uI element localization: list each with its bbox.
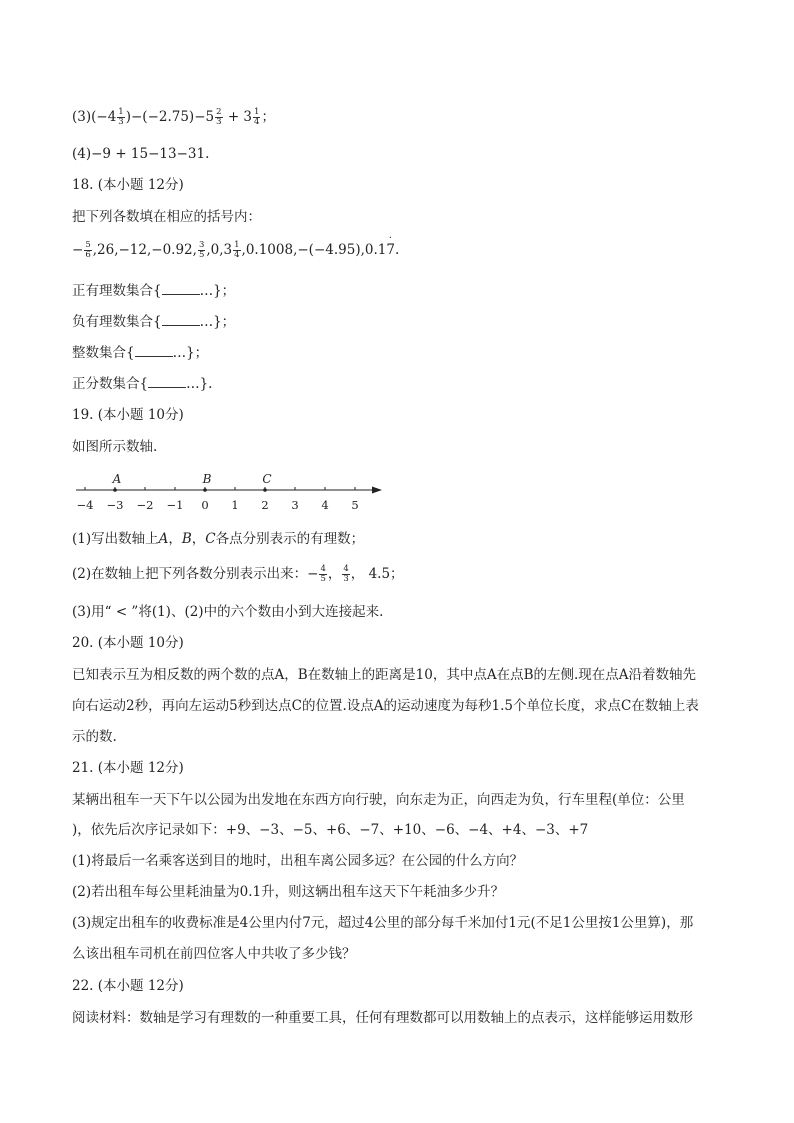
fraction	[342, 565, 349, 584]
answer-blank[interactable]	[162, 313, 200, 326]
set-close: …}.	[186, 376, 213, 392]
q21-line-4: (2)若出租车每公里耗油量为0.1升，则这辆出租车这天下午耗油多少升？	[72, 884, 505, 900]
denominator: 3	[343, 574, 349, 584]
point-label-c: C	[262, 472, 272, 486]
denominator: 5	[198, 250, 205, 260]
denominator: 3	[118, 117, 124, 127]
point-b	[203, 488, 207, 492]
tick-label: 4	[321, 498, 329, 512]
q19-prompt: 如图所示数轴.	[72, 439, 158, 455]
q17-item3	[72, 108, 275, 127]
var-b: B	[181, 531, 192, 547]
numerator: 1	[234, 240, 240, 250]
tick-label: 1	[231, 498, 239, 512]
tick-label: 2	[261, 498, 269, 512]
numerator: 1	[118, 107, 124, 117]
tick-label: −1	[166, 498, 184, 512]
expr-part: )−(−2.75)−5	[125, 109, 215, 125]
q19-title: 19. (本小题 10分)	[72, 407, 184, 423]
item-label: (3)	[72, 109, 92, 125]
fraction	[253, 108, 260, 127]
set-label: 正有理数集合{	[72, 283, 162, 299]
denominator: 5	[320, 574, 326, 584]
tick-label: −4	[76, 498, 94, 512]
q20-line-1: 已知表示互为相反数的两个数的点A，B在数轴上的距离是10，其中点A在点B的左侧.现在点A沿着数轴先	[72, 667, 697, 683]
numerator: 2	[216, 107, 222, 117]
fraction	[84, 241, 91, 260]
fraction	[215, 108, 222, 127]
q21-line-5: (3)规定出租车的收费标准是4公里内付7元，超过4公里的部分每千米加付1元(不足1公里按1公里算)，那	[72, 915, 694, 931]
tick-label: 3	[291, 498, 299, 512]
q18-title: 18. (本小题 12分)	[72, 177, 184, 193]
text-part: ， 4.5；	[350, 566, 404, 582]
denominator: 4	[234, 250, 240, 260]
fraction	[117, 108, 124, 127]
repeating-digit: 7 ˙	[386, 242, 395, 258]
text-part: ，	[327, 566, 342, 582]
q19-sub3: (3)用“ < ”将(1)、(2)中的六个数由小到大连接起来.	[72, 604, 384, 620]
q20-line-3: 示的数.	[72, 729, 117, 745]
expr-part: .	[394, 242, 400, 258]
text-part: ，	[191, 531, 206, 547]
numerator: 4	[320, 564, 326, 574]
set-negative-rational	[72, 313, 235, 331]
text-part: (1)写出数轴上	[72, 531, 159, 547]
set-close: …}；	[172, 345, 209, 361]
set-integers	[72, 344, 208, 362]
text-part: ，	[168, 531, 182, 547]
arrow-head-icon	[372, 487, 382, 494]
point-c	[263, 488, 267, 492]
q17-item4: (4)−9 + 15−13−31.	[72, 146, 210, 162]
set-label: 整数集合{	[72, 345, 135, 361]
q20-line-2: 向右运动2秒，再向左运动5秒到达点C的位置.设点A的运动速度为每秒1.5个单位长度，求点C在数轴上表	[72, 698, 699, 714]
q21-line-6: 么该出租车司机在前四位客人中共收了多少钱？	[72, 946, 356, 962]
numerator: 4	[343, 564, 349, 574]
set-close: …}；	[199, 283, 236, 299]
point-a	[113, 488, 117, 492]
tick-label: 0	[201, 498, 209, 512]
numerator: 3	[198, 240, 205, 250]
text-part: (2)在数轴上把下列各数分别表示出来：−	[72, 566, 319, 582]
var-c: C	[205, 531, 216, 547]
q21-title: 21. (本小题 12分)	[72, 760, 184, 776]
number-line-ticks	[77, 487, 359, 512]
point-label-a: A	[112, 472, 122, 486]
q18-prompt: 把下列各数填在相应的括号内：	[72, 209, 261, 225]
answer-blank[interactable]	[148, 375, 186, 388]
expr-part: ,0.1008,−(−4.95),0.1	[241, 242, 387, 258]
denominator: 6	[85, 250, 91, 260]
expr-part: (−4	[91, 109, 117, 125]
q19-sub1	[72, 530, 364, 548]
tick-label: −3	[106, 498, 124, 512]
q19-sub2	[72, 565, 404, 584]
point-label-b: B	[202, 472, 212, 486]
q22-title: 22. (本小题 12分)	[72, 978, 184, 994]
expr-part: ；	[261, 109, 275, 125]
q22-line-1: 阅读材料：数轴是学习有理数的一种重要工具，任何有理数都可以用数轴上的点表示，这样能够运用数形	[72, 1010, 693, 1026]
expr-part: ,26,−12,−0.92,	[92, 242, 197, 258]
answer-blank[interactable]	[135, 344, 173, 357]
fraction	[198, 241, 205, 260]
numerator: 1	[254, 107, 260, 117]
set-label: 负有理数集合{	[72, 314, 162, 330]
set-close: …}；	[199, 314, 236, 330]
var-a: A	[158, 531, 169, 547]
q21-line-1: 某辆出租车一天下午以公园为出发地在东西方向行驶，向东走为正，向西走为负，行车里程(单位：公里	[72, 792, 685, 808]
text-part: 各点分别表示的有理数；	[215, 531, 365, 547]
set-positive-rational	[72, 282, 235, 300]
expr-part: + 3	[223, 109, 253, 125]
set-label: 正分数集合{	[72, 376, 149, 392]
expr-part: −	[72, 242, 84, 258]
fraction	[233, 241, 240, 260]
q18-numbers	[72, 241, 399, 260]
number-line-points	[112, 472, 272, 492]
q21-line-2: )，依先后次序记录如下：+9、−3、−5、+6、−7、+10、−6、−4、+4、−3、+7	[72, 822, 589, 838]
tick-label: 5	[351, 498, 359, 512]
q20-title: 20. (本小题 10分)	[72, 635, 184, 651]
fraction	[319, 565, 326, 584]
set-positive-fractions	[72, 375, 212, 393]
expr-part: ,0,3	[206, 242, 233, 258]
denominator: 3	[216, 117, 222, 127]
numerator: 5	[85, 240, 91, 250]
denominator: 4	[254, 117, 260, 127]
q21-line-3: (1)将最后一名乘客送到目的地时，出租车离公园多远？在公园的什么方向？	[72, 853, 524, 869]
number-line-figure	[70, 470, 390, 518]
tick-label: −2	[136, 498, 154, 512]
answer-blank[interactable]	[162, 282, 200, 295]
